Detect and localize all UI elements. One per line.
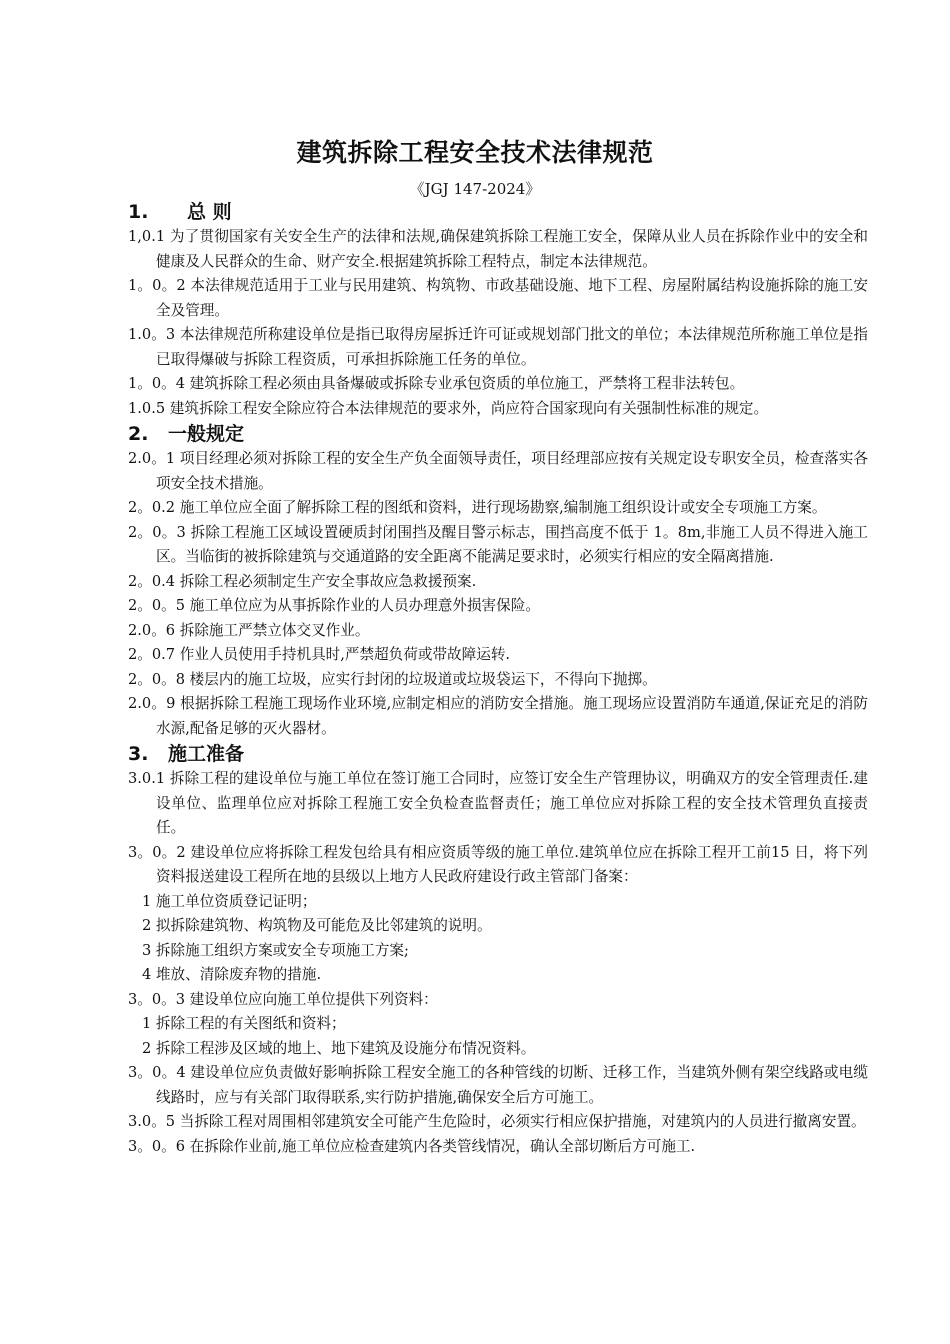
clause-paragraph: 1。0。4 建筑拆除工程必须由具备爆破或拆除专业承包资质的单位施工，严禁将工程非法转包。 (128, 375, 745, 392)
section-heading (128, 421, 868, 447)
section-number: 3. (128, 743, 149, 765)
list-item: 2 拟拆除建筑物、构筑物及可能危及比邻建筑的说明。 (142, 917, 492, 934)
clause-paragraph: 3。0。2 建设单位应将拆除工程发包给具有相应资质等级的施工单位.建筑单位应在拆除工程开工前15 日，将下列资料报送建设工程所在地的县级以上地方人民政府建设行政主管部门备案： (128, 843, 868, 885)
clause-paragraph: 2.0。9 根据拆除工程施工现场作业环境,应制定相应的消防安全措施。施工现场应设置消防车通道,保证充足的消防水源,配备足够的灭火器材。 (128, 695, 868, 737)
section-title: 施工准备 (168, 743, 245, 765)
document-subtitle: 《JGJ 147-2024》 (409, 180, 541, 198)
section-title: 一般规定 (168, 423, 245, 445)
clause-paragraph: 1,0.1 为了贯彻国家有关安全生产的法律和法规,确保建筑拆除工程施工安全，保障从业人员在拆除作业中的安全和健康及人民群众的生命、财产安全.根据建筑拆除工程特点，制定本法律规范。 (128, 228, 868, 270)
clause-paragraph: 2。0。5 施工单位应为从事拆除作业的人员办理意外损害保险。 (128, 597, 540, 614)
clause-paragraph: 3.0。5 当拆除工程对周围相邻建筑安全可能产生危险时，必须实行相应保护措施，对建筑内的人员进行撤离安置。 (128, 1113, 866, 1130)
section-heading (128, 741, 868, 767)
document-body (128, 199, 868, 1159)
list-item: 3 拆除施工组织方案或安全专项施工方案; (142, 941, 409, 959)
list-item: 1 拆除工程的有关图纸和资料； (142, 1015, 346, 1032)
list-item: 4 堆放、清除废弃物的措施. (142, 966, 322, 983)
clause-paragraph: 2。0。8 楼层内的施工垃圾，应实行封闭的垃圾道或垃圾袋运下，不得向下抛掷。 (128, 670, 657, 688)
clause-paragraph: 3。0。6 在拆除作业前,施工单位应检查建筑内各类管线情况，确认全部切断后方可施工. (128, 1137, 696, 1155)
section-number: 2. (128, 423, 149, 445)
clause-paragraph: 2.0。6 拆除施工严禁立体交叉作业。 (128, 621, 370, 639)
clause-paragraph: 2。0.4 拆除工程必须制定生产安全事故应急救援预案. (128, 572, 477, 590)
clause-paragraph: 1。0。2 本法律规范适用于工业与民用建筑、构筑物、市政基础设施、地下工程、房屋附属结构设施拆除的施工安全及管理。 (128, 277, 868, 319)
section-number: 1. (128, 201, 149, 223)
clause-paragraph: 2。0.7 作业人员使用手持机具时,严禁超负荷或带故障运转. (128, 646, 511, 663)
clause-paragraph: 1.0.5 建筑拆除工程安全除应符合本法律规范的要求外，尚应符合国家现向有关强制性标准的规定。 (128, 399, 769, 417)
clause-paragraph: 1.0。3 本法律规范所称建设单位是指已取得房屋拆迁许可证或规划部门批文的单位；本法律规范所称施工单位是指已取得爆破与拆除工程资质，可承担拆除施工任务的单位。 (128, 326, 868, 368)
clause-paragraph: 3.0.1 拆除工程的建设单位与施工单位在签订施工合同时，应签订安全生产管理协议，明确双方的安全管理责任.建设单位、监理单位应对拆除工程施工安全负检查监督责任；施工单位应对拆除工程的安全技术管理负直接责任。 (128, 770, 868, 836)
list-item: 2 拆除工程涉及区域的地上、地下建筑及设施分布情况资料。 (142, 1039, 536, 1057)
clause-paragraph: 2。0.2 施工单位应全面了解拆除工程的图纸和资料，进行现场勘察,编制施工组织设计或安全专项施工方案。 (128, 499, 827, 516)
document-title: 建筑拆除工程安全技术法律规范 (296, 138, 654, 167)
list-item: 1 施工单位资质登记证明； (142, 892, 317, 910)
section-heading (128, 199, 868, 225)
clause-paragraph: 2。0。3 拆除工程施工区域设置硬质封闭围挡及醒目警示标志，围挡高度不低于 1。8m,非施工人员不得进入施工区。当临街的被拆除建筑与交通道路的安全距离不能满足要求时，必须实行相应的安全隔离措施. (128, 523, 868, 565)
clause-paragraph: 3。0。4 建设单位应负责做好影响拆除工程安全施工的各种管线的切断、迁移工作，当建筑外侧有架空线路或电缆线路时，应与有关部门取得联系,实行防护措施,确保安全后方可施工。 (128, 1064, 868, 1106)
clause-paragraph: 2.0。1 项目经理必须对拆除工程的安全生产负全面领导责任，项目经理部应按有关规定设专职安全员，检查落实各项安全技术措施。 (128, 450, 868, 492)
clause-paragraph: 3。0。3 建设单位应向施工单位提供下列资料： (128, 990, 438, 1008)
section-title: 总 则 (168, 201, 232, 223)
